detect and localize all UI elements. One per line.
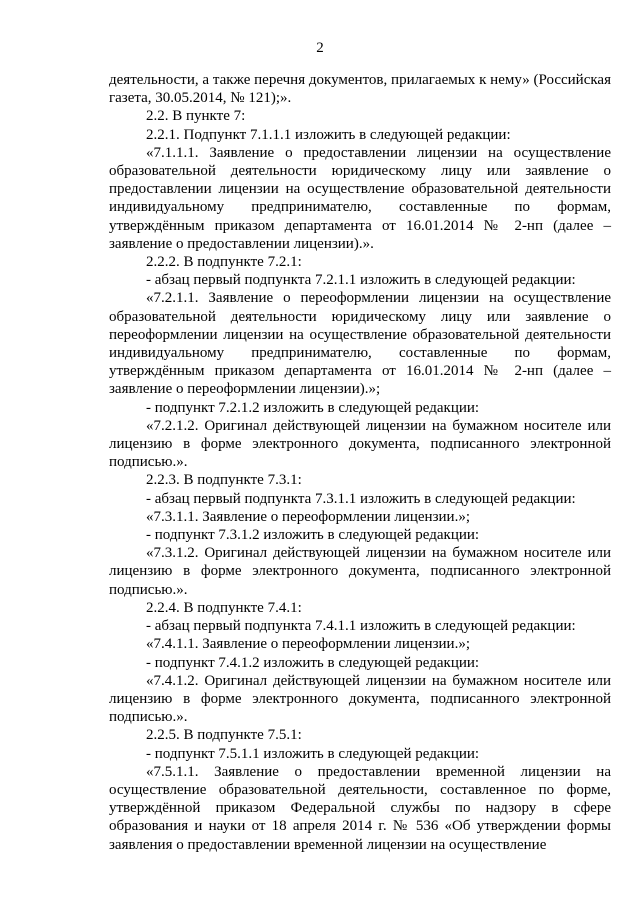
paragraph: - абзац первый подпункта 7.3.1.1 изложить в следующей редакции: — [146, 490, 576, 507]
page-number: 2 — [316, 40, 324, 56]
paragraph: деятельности, а также перечня документов, прилагаемых к нему» (Российская газета, 30.05.2014, № 121);». — [109, 72, 611, 107]
paragraph: «7.1.1.1. Заявление о предоставлении лицензии на осуществление образовательной деятельности юридическому лицу или заявление о предоставлении лицензии на осуществление образовательной деятельности индивидуальному предпринимателю, составленные по формам, утверждённым приказом департамента от 16.01.2014 № 2-нп (далее – заявление о предоставлении лицензии).». — [109, 144, 611, 252]
paragraph: - подпункт 7.5.1.1 изложить в следующей редакции: — [146, 745, 480, 762]
paragraph: - подпункт 7.3.1.2 изложить в следующей редакции: — [146, 527, 480, 544]
paragraph: «7.5.1.1. Заявление о предоставлении временной лицензии на осуществление образовательной деятельности, составленное по форме, утверждённой приказом Федеральной службы по надзору в сфере образования и науки от 18 апреля 2014 г. № 536 «Об утверждении формы заявления о предоставлении временной лицензии на осуществление — [109, 763, 611, 853]
paragraph: «7.3.1.1. Заявление о переоформлении лицензии.»; — [146, 508, 470, 525]
paragraph: 2.2.3. В подпункте 7.3.1: — [146, 472, 302, 489]
paragraph: «7.3.1.2. Оригинал действующей лицензии на бумажном носителе или лицензию в форме электронного документа, подписанного электронной подписью.». — [109, 545, 611, 598]
paragraph: - абзац первый подпункта 7.2.1.1 изложить в следующей редакции: — [146, 272, 576, 289]
paragraph: 2.2.2. В подпункте 7.2.1: — [146, 254, 302, 271]
paragraph: 2.2.4. В подпункте 7.4.1: — [146, 599, 302, 616]
paragraph: «7.2.1.2. Оригинал действующей лицензии на бумажном носителе или лицензию в форме электронного документа, подписанного электронной подписью.». — [109, 417, 611, 471]
document-body — [109, 71, 611, 854]
paragraph: «7.2.1.1. Заявление о переоформлении лицензии на осуществление образовательной деятельности юридическому лицу или заявление о переоформлении лицензии на осуществление образовательной деятельности индивидуальному предпринимателю, составленные по формам, утверждённым приказом департамента от 16.01.2014 № 2-нп (далее – заявление о переоформлении лицензии).»; — [109, 290, 611, 398]
paragraph: - подпункт 7.4.1.2 изложить в следующей редакции: — [146, 654, 480, 671]
paragraph: 2.2.5. В подпункте 7.5.1: — [146, 727, 302, 744]
paragraph: 2.2.1. Подпункт 7.1.1.1 изложить в следующей редакции: — [146, 126, 511, 143]
paragraph: «7.4.1.1. Заявление о переоформлении лицензии.»; — [146, 636, 470, 653]
paragraph: - абзац первый подпункта 7.4.1.1 изложить в следующей редакции: — [146, 618, 576, 635]
paragraph: - подпункт 7.2.1.2 изложить в следующей редакции: — [146, 399, 480, 416]
paragraph: 2.2. В пункте 7: — [146, 108, 246, 125]
paragraph: «7.4.1.2. Оригинал действующей лицензии на бумажном носителе или лицензию в форме электронного документа, подписанного электронной подписью.». — [109, 672, 611, 726]
